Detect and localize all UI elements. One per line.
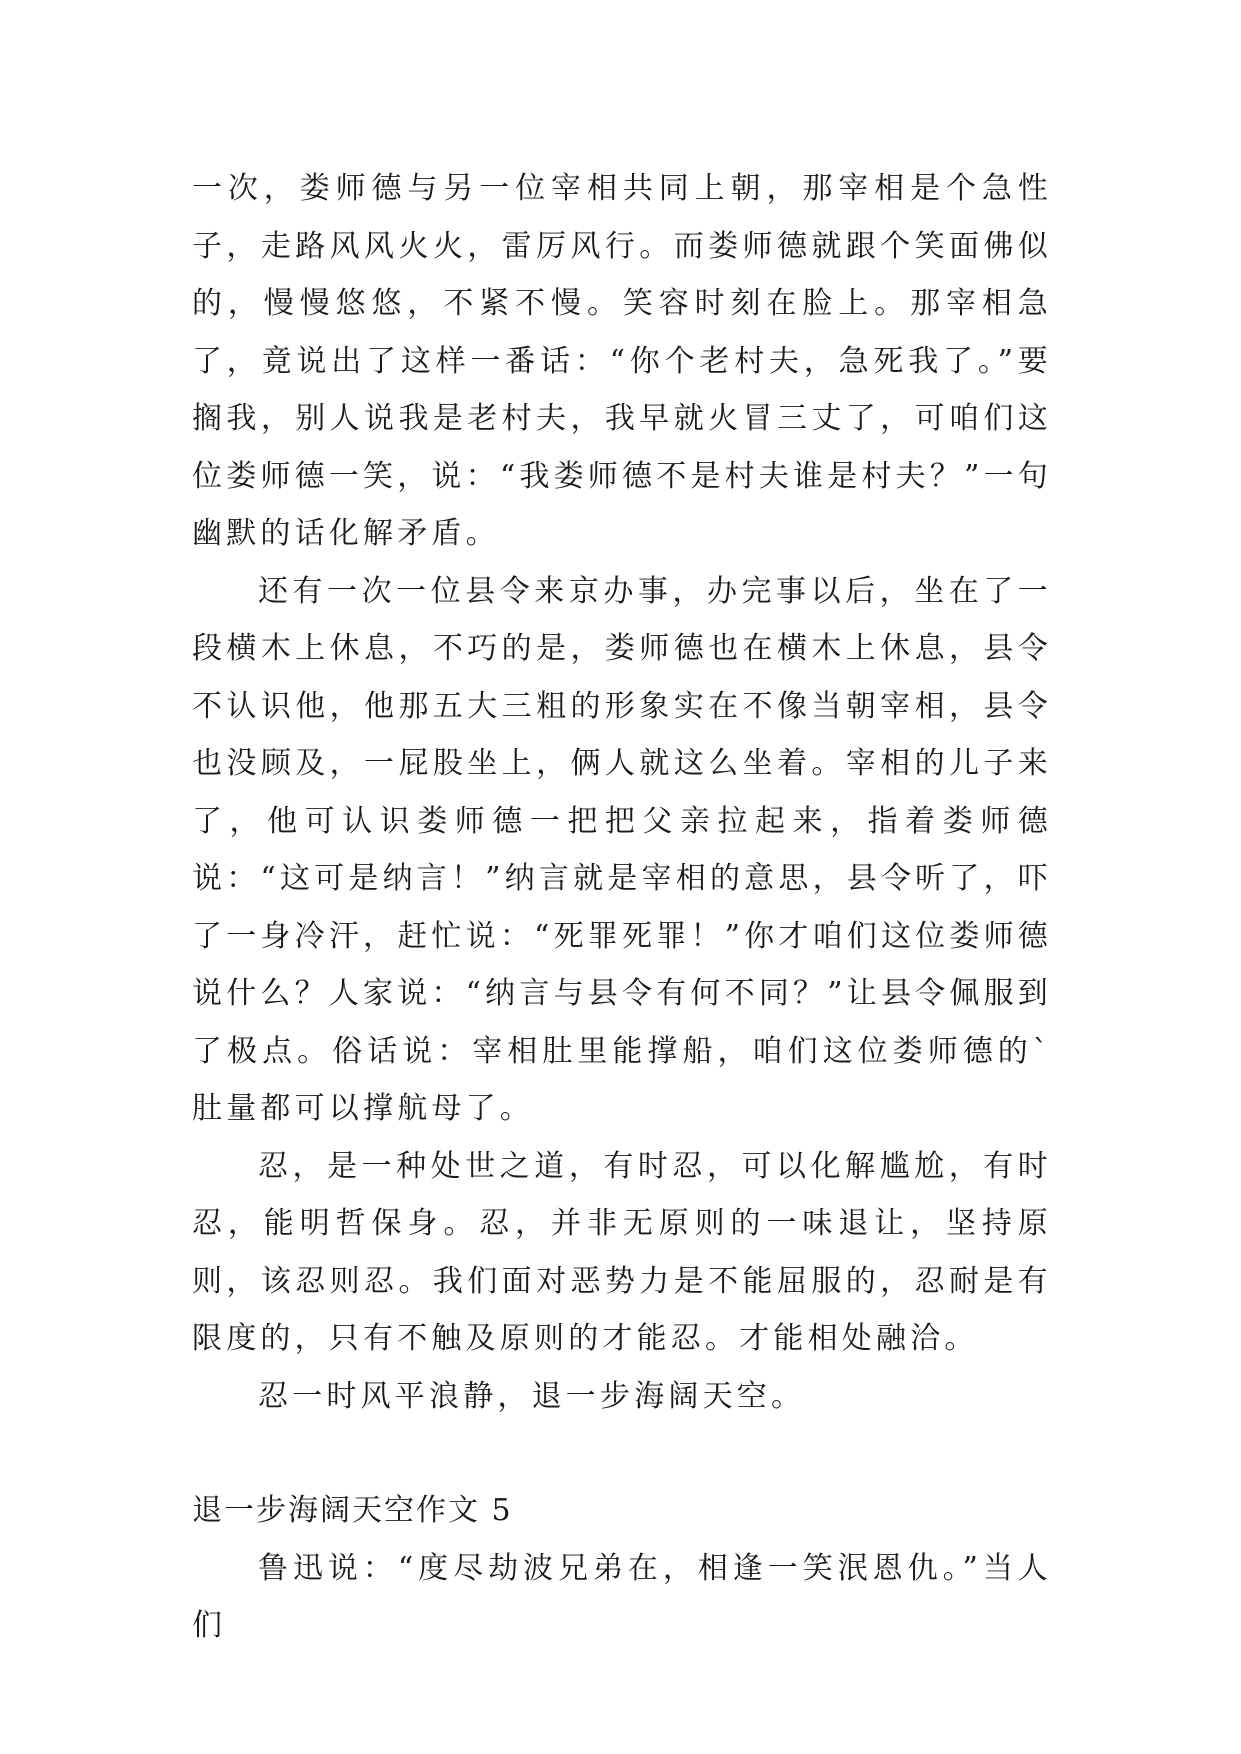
- paragraph-1: 一次，娄师德与另一位宰相共同上朝，那宰相是个急性子，走路风风火火，雷厉风行。而娄师德就跟个笑面佛似的，慢慢悠悠，不紧不慢。笑容时刻在脸上。那宰相急了，竟说出了这样一番话：“你个老村夫，急死我了。”要搁我，别人说我是老村夫，我早就火冒三丈了，可咱们这位娄师德一笑，说：“我娄师德不是村夫谁是村夫？”一句幽默的话化解矛盾。: [192, 171, 1052, 551]
- document-page: [192, 160, 1052, 1655]
- paragraph-5: 鲁迅说：“度尽劫波兄弟在，相逢一笑泯恩仇。”当人们: [192, 1550, 1052, 1643]
- section-spacer: [192, 1425, 1052, 1482]
- paragraph-4: 忍一时风平浪静，退一步海阔天空。: [258, 1378, 806, 1414]
- paragraph-3: 忍，是一种处世之道，有时忍，可以化解尴尬，有时忍，能明哲保身。忍，并非无原则的一味退让，坚持原则，该忍则忍。我们面对恶势力是不能屈服的，忍耐是有限度的，只有不触及原则的才能忍。才能相处融洽。: [192, 1148, 1052, 1356]
- paragraph-2: 还有一次一位县令来京办事，办完事以后，坐在了一段横木上休息，不巧的是，娄师德也在横木上休息，县令不认识他，他那五大三粗的形象实在不像当朝宰相，县令也没顾及，一屁股坐上，俩人就这么坐着。宰相的儿子来了，他可认识娄师德一把把父亲拉起来，指着娄师德说：“这可是纳言！”纳言就是宰相的意思，县令听了，吓了一身冷汗，赶忙说：“死罪死罪！”你才咱们这位娄师德说什么？人家说：“纳言与县令有何不同？”让县令佩服到了极点。俗话说：宰相肚里能撑船，咱们这位娄师德的`肚量都可以撑航母了。: [192, 573, 1052, 1126]
- section-title: 退一步海阔天空作文 5: [192, 1493, 513, 1528]
